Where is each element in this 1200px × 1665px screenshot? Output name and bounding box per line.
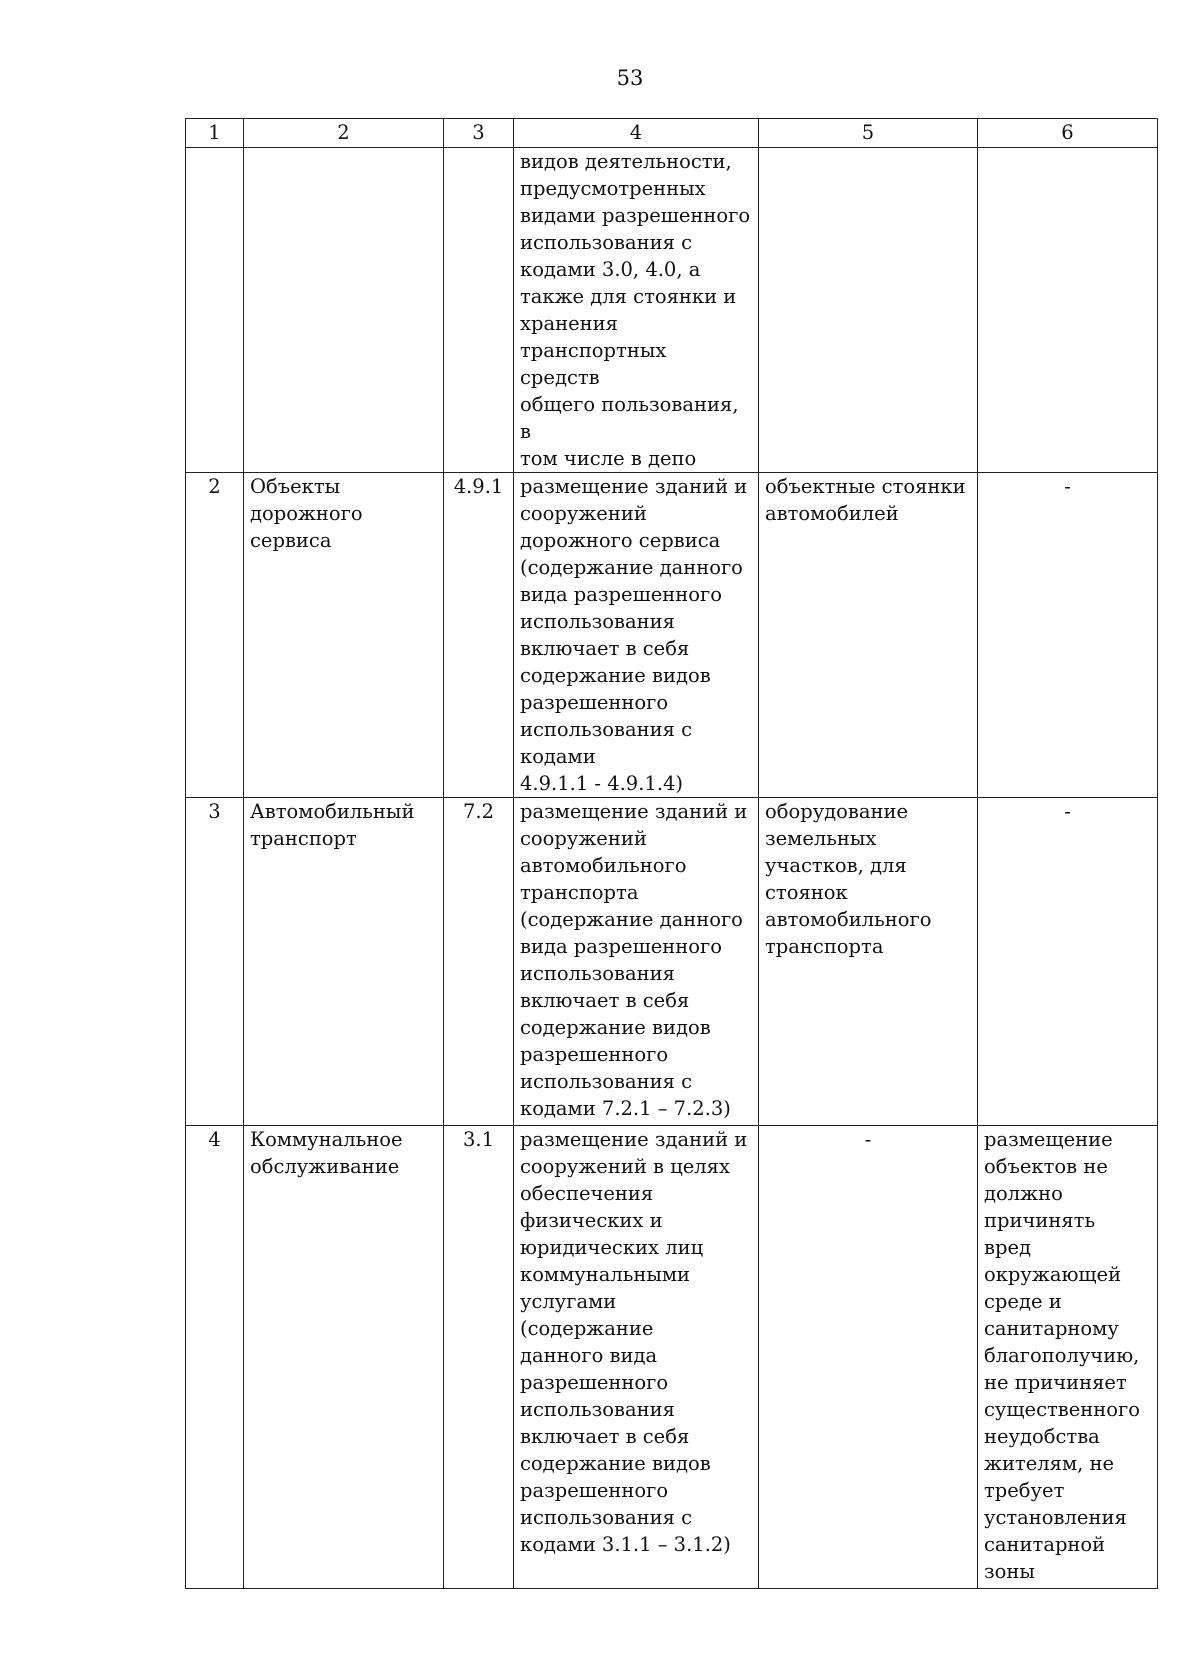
use-description: видов деятельности, предусмотренных видами разрешенного использования с кодами 3.0, 4.0, а также для стоянки и хранения транспортных средств общего пользования, в том числе в депо bbox=[514, 148, 759, 473]
row-number: 3 bbox=[186, 798, 244, 1126]
column-header: 2 bbox=[244, 119, 444, 148]
use-conditions: - bbox=[978, 798, 1158, 1126]
auxiliary-uses: объектные стоянки автомобилей bbox=[759, 473, 978, 798]
use-code: 4.9.1 bbox=[444, 473, 514, 798]
auxiliary-uses: - bbox=[759, 1126, 978, 1589]
row-number bbox=[186, 148, 244, 473]
use-description: размещение зданий и сооружений в целях обеспечения физических и юридических лиц коммунальными услугами (содержание данного вида разрешенного использования включает в себя содержание видов разрешенного использования с кодами 3.1.1 – 3.1.2) bbox=[514, 1126, 759, 1589]
page-number: 53 bbox=[616, 66, 644, 90]
column-header: 4 bbox=[514, 119, 759, 148]
auxiliary-uses bbox=[759, 148, 978, 473]
use-name: Объекты дорожного сервиса bbox=[244, 473, 444, 798]
use-code bbox=[444, 148, 514, 473]
column-header: 3 bbox=[444, 119, 514, 148]
use-code: 3.1 bbox=[444, 1126, 514, 1589]
use-description: размещение зданий и сооружений дорожного сервиса (содержание данного вида разрешенного использования включает в себя содержание видов разрешенного использования с кодами 4.9.1.1 - 4.9.1.4) bbox=[514, 473, 759, 798]
table-header-row bbox=[186, 119, 1158, 148]
use-name bbox=[244, 148, 444, 473]
use-description: размещение зданий и сооружений автомобильного транспорта (содержание данного вида разрешенного использования включает в себя содержание видов разрешенного использования с кодами 7.2.1 – 7.2.3) bbox=[514, 798, 759, 1126]
use-conditions: размещение объектов не должно причинять вред окружающей среде и санитарному благополучию, не причиняет существенного неудобства жителям, не требует установления санитарной зоны bbox=[978, 1126, 1158, 1589]
table-row bbox=[186, 798, 1158, 1126]
table-row bbox=[186, 473, 1158, 798]
use-name: Автомобильный транспорт bbox=[244, 798, 444, 1126]
use-code: 7.2 bbox=[444, 798, 514, 1126]
table-row bbox=[186, 148, 1158, 473]
auxiliary-uses: оборудование земельных участков, для стоянок автомобильного транспорта bbox=[759, 798, 978, 1126]
use-conditions: - bbox=[978, 473, 1158, 798]
use-name: Коммунальное обслуживание bbox=[244, 1126, 444, 1589]
table-row bbox=[186, 1126, 1158, 1589]
row-number: 4 bbox=[186, 1126, 244, 1589]
use-conditions bbox=[978, 148, 1158, 473]
row-number: 2 bbox=[186, 473, 244, 798]
permitted-use-table bbox=[185, 118, 1158, 1589]
column-header: 1 bbox=[186, 119, 244, 148]
column-header: 5 bbox=[759, 119, 978, 148]
column-header: 6 bbox=[978, 119, 1158, 148]
